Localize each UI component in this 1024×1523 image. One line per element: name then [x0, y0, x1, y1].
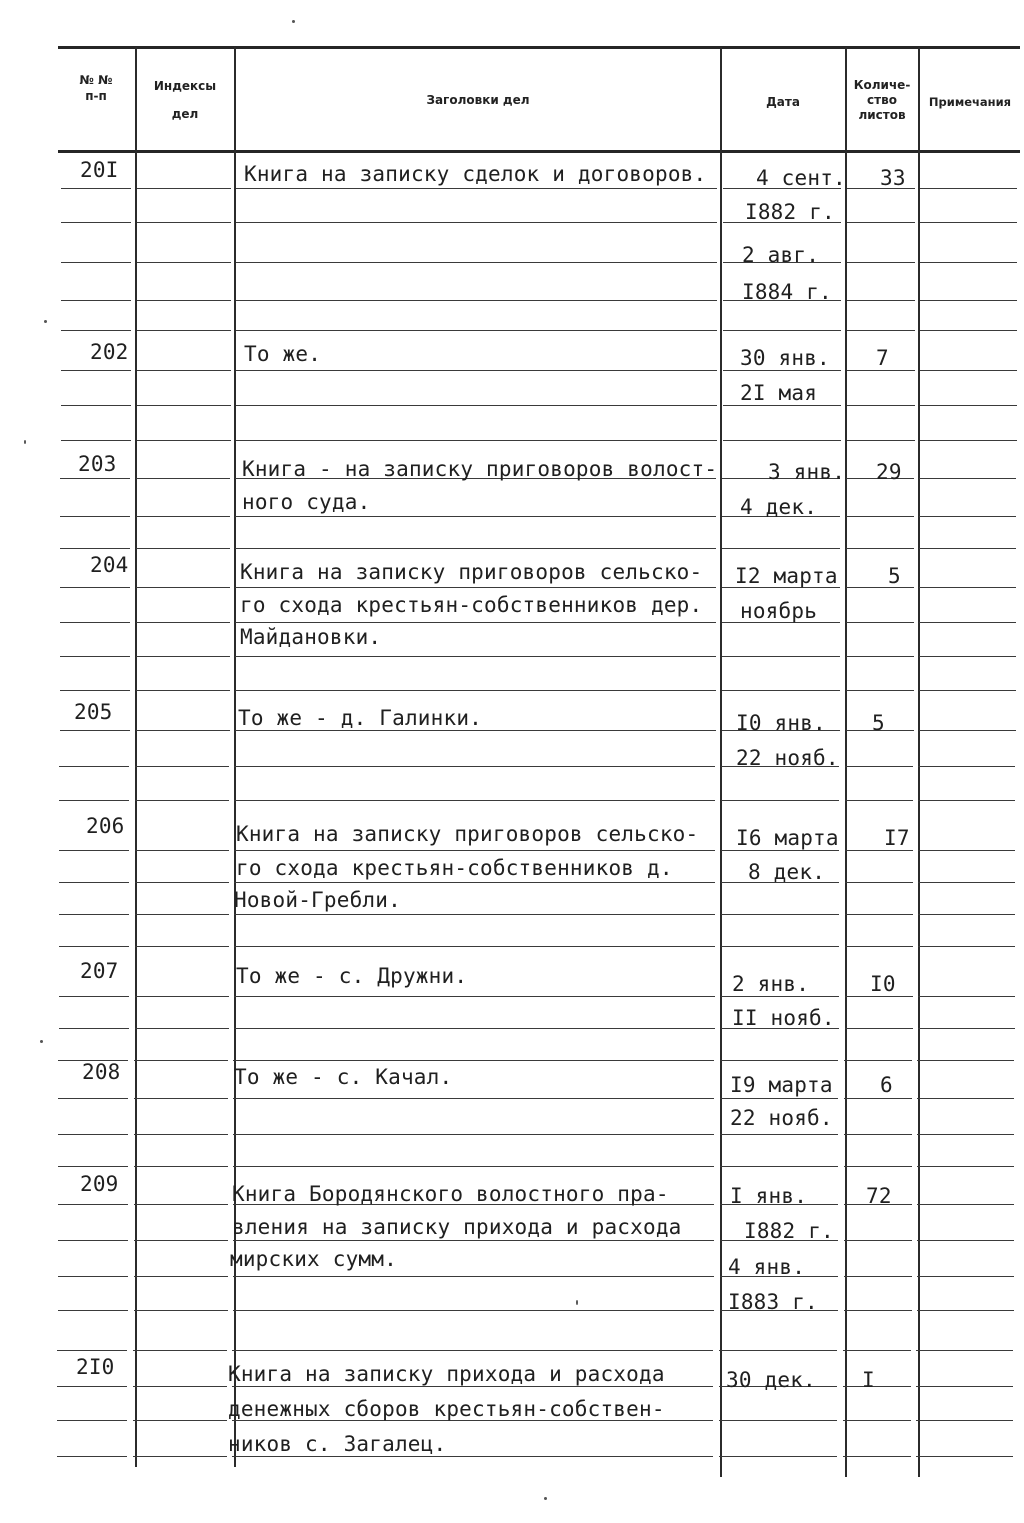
ruled-line: [719, 1350, 837, 1351]
ruled-line: [720, 1098, 838, 1099]
ruled-line: [233, 1240, 714, 1241]
row-date: II нояб.: [732, 1006, 835, 1030]
ruled-line: [236, 370, 717, 371]
ruled-line: [844, 1310, 912, 1311]
row-date: 2I мая: [740, 381, 818, 405]
ruled-line: [57, 1456, 127, 1457]
ruled-line: [844, 1166, 912, 1167]
row-sheet-count: 5: [888, 564, 901, 588]
ruled-line: [847, 300, 915, 301]
row-title-line: То же - с. Качал.: [234, 1065, 453, 1089]
ruled-line: [61, 405, 131, 406]
header-date: Дата: [766, 95, 800, 109]
ruled-line: [847, 440, 915, 441]
ruled-line: [61, 330, 131, 331]
ruled-line: [916, 1386, 1013, 1387]
ruled-line: [845, 996, 913, 997]
row-date: 2 янв.: [732, 972, 810, 996]
ruled-line: [846, 690, 914, 691]
scan-speck: [40, 1040, 43, 1043]
ruled-line: [846, 587, 914, 588]
row-sheet-count: 29: [876, 460, 902, 484]
row-date: I янв.: [730, 1184, 808, 1208]
row-number: 2I0: [76, 1355, 115, 1379]
ruled-line: [918, 946, 1015, 947]
ruled-line: [920, 405, 1017, 406]
ruled-line: [58, 1098, 128, 1099]
ruled-line: [135, 766, 229, 767]
ruled-line: [134, 1060, 228, 1061]
ruled-line: [719, 1456, 837, 1457]
row-title-line: Книга на записку приговоров сельско-: [240, 560, 703, 584]
row-title-line: Книга на записку сделок и договоров.: [244, 162, 707, 186]
ruled-line: [57, 1386, 127, 1387]
ruled-line: [845, 850, 913, 851]
ruled-line: [135, 914, 229, 915]
ruled-line: [58, 1134, 128, 1135]
ruled-line: [721, 850, 839, 851]
row-sheet-count: I7: [884, 826, 910, 850]
ruled-line: [917, 1204, 1014, 1205]
ruled-line: [136, 587, 230, 588]
ruled-line: [233, 1134, 714, 1135]
row-sheet-count: 33: [880, 166, 906, 190]
ruled-line: [58, 1166, 128, 1167]
ruled-line: [234, 996, 715, 997]
ruled-line: [235, 548, 716, 549]
ruled-line: [920, 440, 1017, 441]
ruled-line: [60, 587, 130, 588]
ruled-line: [135, 946, 229, 947]
ruled-line: [134, 1098, 228, 1099]
ruled-line: [845, 914, 913, 915]
row-number: 202: [90, 340, 129, 364]
ruled-line: [234, 1028, 715, 1029]
ruled-line: [61, 300, 131, 301]
ruled-line: [847, 222, 915, 223]
ruled-line: [845, 1028, 913, 1029]
ruled-line: [845, 882, 913, 883]
ruled-line: [60, 478, 130, 479]
ruled-line: [137, 440, 231, 441]
ruled-line: [60, 548, 130, 549]
ruled-line: [234, 882, 715, 883]
ruled-line: [134, 1240, 228, 1241]
ruled-line: [59, 766, 129, 767]
ruled-line: [60, 516, 130, 517]
ruled-line: [236, 440, 717, 441]
row-date: 30 янв.: [740, 346, 830, 370]
ruled-line: [721, 946, 839, 947]
row-date: I9 марта: [730, 1073, 833, 1097]
row-date: I6 марта: [736, 826, 839, 850]
column-divider: [135, 47, 137, 1467]
row-title-line: вления на записку прихода и расхода: [232, 1215, 682, 1239]
ruled-line: [918, 800, 1015, 801]
row-sheet-count: 72: [866, 1184, 892, 1208]
row-number: 207: [80, 959, 119, 983]
ruled-line: [133, 1456, 227, 1457]
row-date: 8 дек.: [748, 860, 826, 884]
row-title-line: Книга на записку прихода и расхода: [228, 1362, 665, 1386]
row-title-line: Книга - на записку приговоров волост-: [242, 457, 718, 481]
ruled-line: [59, 800, 129, 801]
ruled-line: [59, 850, 129, 851]
ruled-line: [723, 370, 841, 371]
row-title-line: Книга на записку приговоров сельско-: [236, 822, 699, 846]
ruled-line: [918, 766, 1015, 767]
header-titles: Заголовки дел: [426, 93, 530, 107]
ruled-line: [845, 800, 913, 801]
row-date: 3 янв.: [768, 460, 846, 484]
row-date: I883 г.: [728, 1290, 818, 1314]
ruled-line: [918, 1028, 1015, 1029]
row-title-line: То же - с. Дружни.: [236, 964, 468, 988]
scan-speck: [292, 20, 295, 23]
ruled-line: [843, 1386, 911, 1387]
ruled-line: [846, 656, 914, 657]
ruled-line: [919, 690, 1016, 691]
ruled-line: [59, 946, 129, 947]
ruled-line: [721, 800, 839, 801]
column-divider: [720, 47, 722, 1477]
header-index: Индексы дел: [153, 79, 217, 121]
ruled-line: [235, 656, 716, 657]
ruled-line: [234, 850, 715, 851]
ruled-line: [919, 478, 1016, 479]
ruled-line: [137, 330, 231, 331]
ruled-line: [136, 622, 230, 623]
ruled-line: [916, 1420, 1013, 1421]
row-number: 208: [82, 1060, 121, 1084]
row-title-line: То же - д. Галинки.: [238, 706, 483, 730]
ruled-line: [233, 1276, 714, 1277]
ruled-line: [61, 188, 131, 189]
row-date: 4 дек.: [740, 495, 818, 519]
ruled-line: [57, 1350, 127, 1351]
ruled-line: [847, 370, 915, 371]
ruled-line: [137, 188, 231, 189]
ruled-line: [845, 946, 913, 947]
ruled-line: [137, 300, 231, 301]
ruled-line: [235, 690, 716, 691]
ruled-line: [236, 188, 717, 189]
ruled-line: [918, 914, 1015, 915]
ruled-line: [134, 1166, 228, 1167]
ruled-line: [60, 690, 130, 691]
ruled-line: [235, 516, 716, 517]
scan-speck: [24, 440, 26, 444]
ruled-line: [58, 1276, 128, 1277]
ruled-line: [59, 882, 129, 883]
ruled-line: [236, 330, 717, 331]
ruled-line: [920, 188, 1017, 189]
ruled-line: [137, 262, 231, 263]
ruled-line: [233, 1310, 714, 1311]
ruled-line: [233, 1166, 714, 1167]
ruled-line: [919, 516, 1016, 517]
ruled-line: [133, 1420, 227, 1421]
ruled-line: [232, 1386, 713, 1387]
ruled-line: [723, 330, 841, 331]
header-num: № № п-п: [79, 73, 113, 103]
ruled-line: [720, 1134, 838, 1135]
ruled-line: [135, 882, 229, 883]
ruled-line: [135, 996, 229, 997]
ruled-line: [916, 1456, 1013, 1457]
ruled-line: [133, 1350, 227, 1351]
ruled-line: [60, 622, 130, 623]
ruled-line: [234, 914, 715, 915]
row-number: 205: [74, 700, 113, 724]
row-date: 2 авг.: [742, 243, 820, 267]
row-title-line: Книга Бородянского волостного пра-: [232, 1182, 669, 1206]
ruled-line: [137, 405, 231, 406]
row-title-line: го схода крестьян-собственников дер.: [240, 593, 703, 617]
ruled-line: [919, 730, 1016, 731]
ruled-line: [233, 1060, 714, 1061]
ruled-line: [234, 946, 715, 947]
row-title-line: го схода крестьян-собственников д.: [236, 856, 673, 880]
row-date: 30 дек.: [726, 1368, 816, 1392]
ruled-line: [720, 1166, 838, 1167]
row-title-line: мирских сумм.: [230, 1247, 397, 1271]
ruled-line: [59, 1028, 129, 1029]
ruled-line: [843, 1420, 911, 1421]
ruled-line: [134, 1134, 228, 1135]
row-sheet-count: I: [862, 1368, 875, 1392]
ruled-line: [843, 1456, 911, 1457]
ruled-line: [136, 516, 230, 517]
ruled-line: [920, 330, 1017, 331]
ruled-line: [719, 1420, 837, 1421]
ruled-line: [236, 405, 717, 406]
ruled-line: [58, 1310, 128, 1311]
ruled-line: [847, 262, 915, 263]
ruled-line: [920, 370, 1017, 371]
ruled-line: [236, 262, 717, 263]
ruled-line: [918, 882, 1015, 883]
ruled-line: [58, 1204, 128, 1205]
row-sheet-count: I0: [870, 972, 896, 996]
ruled-line: [61, 370, 131, 371]
ruled-line: [232, 1350, 713, 1351]
row-date: I884 г.: [742, 280, 832, 304]
ruled-line: [917, 1276, 1014, 1277]
ruled-line: [917, 1134, 1014, 1135]
ruled-line: [134, 1204, 228, 1205]
ruled-line: [60, 730, 130, 731]
row-date: 4 янв.: [728, 1255, 806, 1279]
ruled-line: [846, 516, 914, 517]
ruled-line: [136, 730, 230, 731]
ruled-line: [235, 587, 716, 588]
ruled-line: [61, 440, 131, 441]
ruled-line: [234, 766, 715, 767]
ruled-line: [918, 850, 1015, 851]
ruled-line: [920, 300, 1017, 301]
ruled-line: [723, 405, 841, 406]
row-sheet-count: 5: [872, 711, 885, 735]
row-date: ноябрь: [740, 599, 818, 623]
row-number: 203: [78, 452, 117, 476]
header-sheets: Количе- ство листов: [853, 78, 911, 122]
ruled-line: [844, 1276, 912, 1277]
ruled-line: [919, 548, 1016, 549]
scan-speck: [44, 320, 47, 323]
ruled-line: [845, 766, 913, 767]
ruled-line: [61, 222, 131, 223]
header-notes: Примечания: [928, 95, 1012, 109]
ruled-line: [918, 996, 1015, 997]
ruled-line: [919, 622, 1016, 623]
ruled-line: [61, 262, 131, 263]
ruled-line: [137, 370, 231, 371]
ruled-line: [919, 587, 1016, 588]
ruled-line: [917, 1060, 1014, 1061]
ruled-line: [917, 1166, 1014, 1167]
row-date: 22 нояб.: [730, 1106, 833, 1130]
ruled-line: [722, 656, 840, 657]
ruled-line: [60, 656, 130, 657]
ruled-line: [136, 548, 230, 549]
ruled-line: [720, 1060, 838, 1061]
row-number: 209: [80, 1172, 119, 1196]
ruled-line: [847, 405, 915, 406]
ruled-line: [721, 914, 839, 915]
ruled-line: [232, 1456, 713, 1457]
ruled-line: [844, 1240, 912, 1241]
ruled-line: [137, 222, 231, 223]
row-number: 20I: [80, 158, 119, 182]
scan-speck: [544, 1497, 547, 1500]
row-title-line: Новой-Гребли.: [234, 888, 401, 912]
ruled-line: [135, 800, 229, 801]
ruled-line: [134, 1310, 228, 1311]
ruled-line: [133, 1386, 227, 1387]
ruled-line: [847, 330, 915, 331]
ruled-line: [920, 222, 1017, 223]
ruled-line: [136, 690, 230, 691]
ruled-line: [843, 1350, 911, 1351]
ruled-line: [846, 548, 914, 549]
ruled-line: [844, 1134, 912, 1135]
row-sheet-count: 7: [876, 346, 889, 370]
row-date: I0 янв.: [736, 711, 826, 735]
ruled-line: [235, 622, 716, 623]
ruled-line: [917, 1098, 1014, 1099]
ruled-line: [917, 1240, 1014, 1241]
row-date: 4 сент.: [756, 166, 846, 190]
ruled-line: [236, 222, 717, 223]
ruled-line: [721, 996, 839, 997]
row-number: 206: [86, 814, 125, 838]
row-date: 22 нояб.: [736, 746, 839, 770]
ruled-line: [57, 1420, 127, 1421]
ruled-line: [135, 850, 229, 851]
row-sheet-count: 6: [880, 1073, 893, 1097]
ruled-line: [916, 1350, 1013, 1351]
row-title-line: То же.: [244, 342, 322, 366]
row-date: I2 марта: [735, 564, 838, 588]
ruled-line: [59, 914, 129, 915]
ruled-line: [844, 1060, 912, 1061]
ruled-line: [134, 1276, 228, 1277]
row-title-line: ного суда.: [242, 490, 371, 514]
ruled-line: [917, 1310, 1014, 1311]
header-top-rule: [58, 46, 1020, 49]
scan-speck: [576, 1300, 578, 1305]
ruled-line: [723, 440, 841, 441]
ruled-line: [846, 622, 914, 623]
ruled-line: [135, 1028, 229, 1029]
row-date: I882 г.: [744, 1219, 834, 1243]
row-title-line: Майдановки.: [240, 625, 382, 649]
ruled-line: [844, 1098, 912, 1099]
row-date: I882 г.: [745, 200, 835, 224]
ruled-line: [236, 300, 717, 301]
ruled-line: [234, 800, 715, 801]
row-title-line: ников с. Загалец.: [228, 1432, 447, 1456]
ruled-line: [136, 478, 230, 479]
ruled-line: [920, 262, 1017, 263]
ruled-line: [235, 730, 716, 731]
header-bottom-rule: [58, 150, 1020, 153]
ruled-line: [136, 656, 230, 657]
row-number: 204: [90, 553, 129, 577]
row-title-line: денежных сборов крестьян-собствен-: [228, 1397, 665, 1421]
ruled-line: [233, 1098, 714, 1099]
ruled-line: [722, 548, 840, 549]
ruled-line: [722, 690, 840, 691]
ruled-line: [919, 656, 1016, 657]
ruled-line: [58, 1240, 128, 1241]
ruled-line: [59, 996, 129, 997]
